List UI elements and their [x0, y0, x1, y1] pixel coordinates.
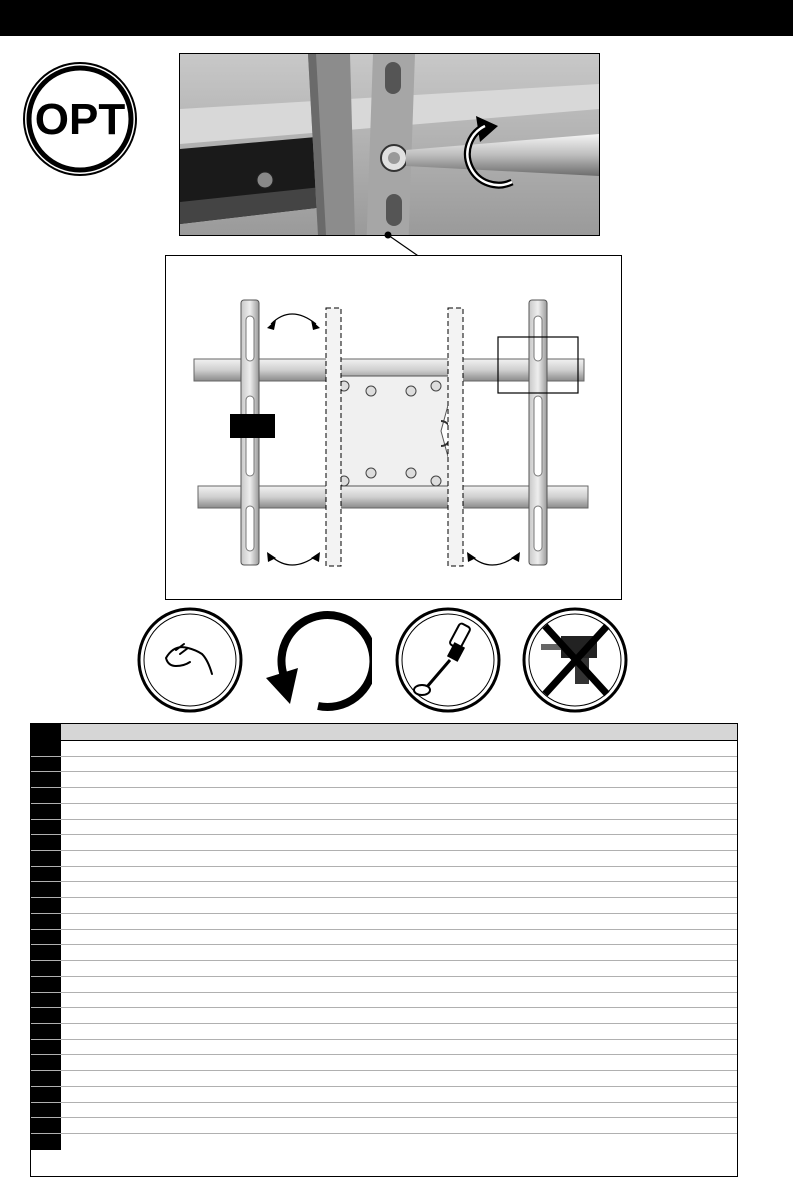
table-row-num: [31, 741, 61, 756]
screwdriver-icon: [394, 606, 502, 714]
detail-photo: [179, 53, 600, 236]
table-row-num: [31, 1071, 61, 1086]
table-row-num: [31, 1024, 61, 1039]
diagram-label-box: [230, 414, 275, 438]
table-row-num: [31, 788, 61, 803]
table-row: [31, 1087, 737, 1103]
table-row: [31, 977, 737, 993]
table-row-num: [31, 961, 61, 976]
table-row: [31, 1024, 737, 1040]
table-row-num: [31, 1040, 61, 1055]
opt-badge-text: OPT: [34, 95, 126, 144]
mounting-diagram: [165, 255, 622, 600]
table-row: [31, 1071, 737, 1087]
table-row: [31, 820, 737, 836]
table-row-num: [31, 945, 61, 960]
table-row-num: [31, 851, 61, 866]
instruction-icon-row: [0, 606, 793, 718]
table-header: [31, 724, 737, 741]
table-row: [31, 1118, 737, 1134]
table-row: [31, 1008, 737, 1024]
table-row: [31, 993, 737, 1009]
table-row-num: [31, 993, 61, 1008]
table-row: [31, 772, 737, 788]
table-row-num: [31, 1055, 61, 1070]
table-row: [31, 741, 737, 757]
table-header-num: [31, 724, 61, 740]
table-row-num: [31, 898, 61, 913]
table-row-num: [31, 820, 61, 835]
table-row-num: [31, 867, 61, 882]
table-row: [31, 914, 737, 930]
no-power-drill-icon: [521, 606, 629, 714]
hand-tighten-icon: [136, 606, 244, 714]
table-row-num: [31, 1118, 61, 1133]
table-row-num: [31, 914, 61, 929]
table-row-num: [31, 977, 61, 992]
table-row: [31, 757, 737, 773]
table-row-num: [31, 1134, 61, 1150]
table-row: [31, 945, 737, 961]
table-row: [31, 1040, 737, 1056]
table-row-num: [31, 882, 61, 897]
table-row-num: [31, 757, 61, 772]
table-row-num: [31, 930, 61, 945]
table-row-num: [31, 1103, 61, 1118]
table-row: [31, 788, 737, 804]
table-row: [31, 1055, 737, 1071]
table-body: [31, 741, 737, 1150]
table-row-num: [31, 772, 61, 787]
table-row-num: [31, 804, 61, 819]
table-row: [31, 882, 737, 898]
rotate-counterclockwise-icon: [264, 606, 372, 714]
table-row: [31, 930, 737, 946]
table-row: [31, 1103, 737, 1119]
table-row: [31, 961, 737, 977]
table-row: [31, 851, 737, 867]
header-bar: [0, 0, 793, 36]
table-row: [31, 898, 737, 914]
opt-badge-graphic: [22, 61, 138, 177]
table-row-num: [31, 1087, 61, 1102]
language-table: [30, 723, 738, 1177]
table-row: [31, 867, 737, 883]
table-row: [31, 804, 737, 820]
opt-badge: [22, 61, 138, 177]
table-row-num: [31, 1008, 61, 1023]
table-row: [31, 1134, 737, 1150]
table-row: [31, 835, 737, 851]
table-row-num: [31, 835, 61, 850]
